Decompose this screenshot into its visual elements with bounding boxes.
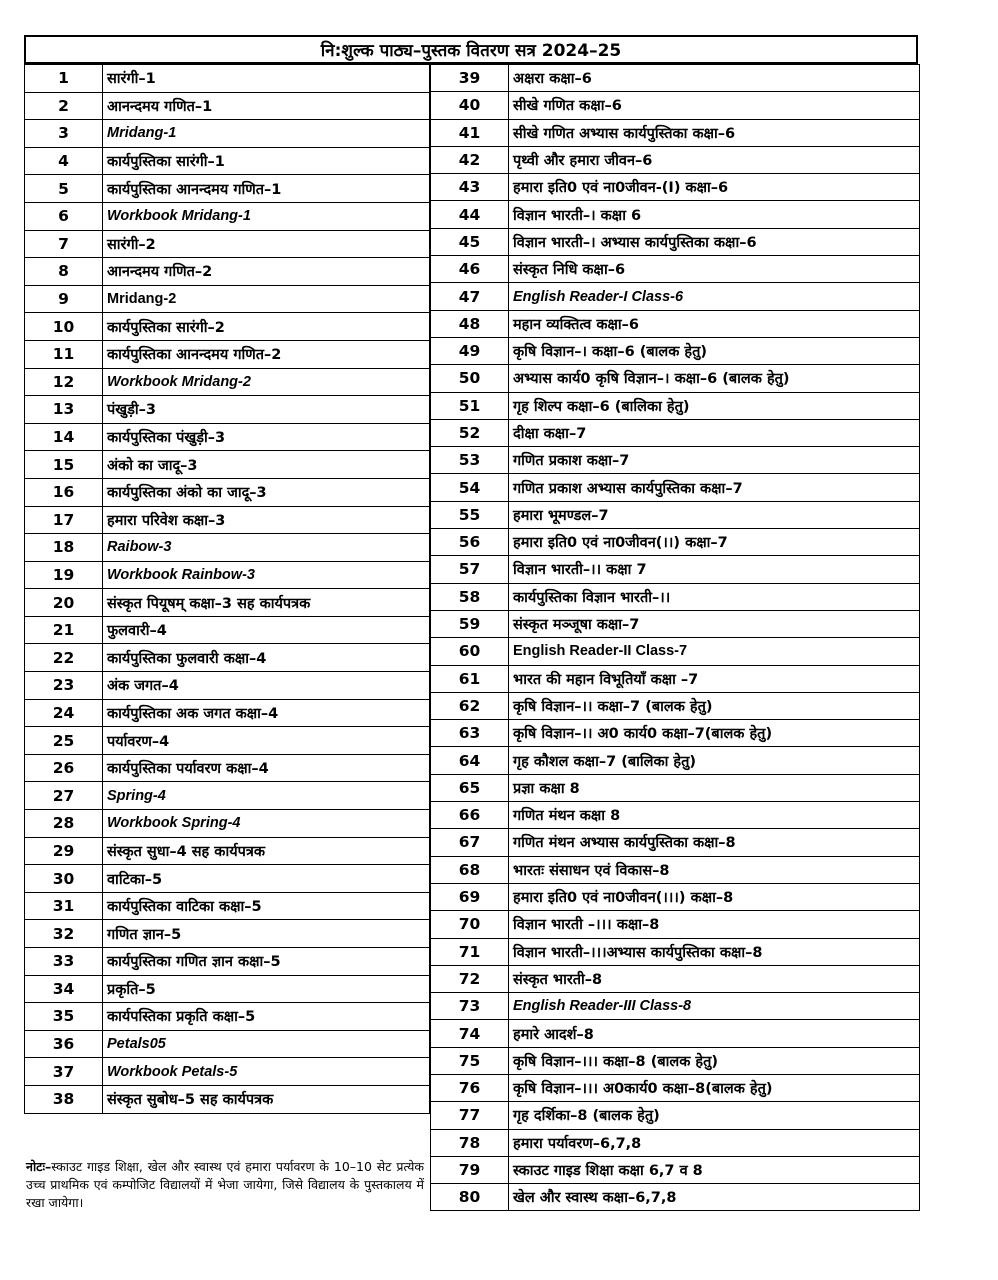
serial-number: 56 [431,529,509,556]
page-title: नि:शुल्क पाठ्य–पुस्तक वितरण सत्र 2024–25 [24,35,918,64]
book-title: गणित प्रकाश अभ्यास कार्यपुस्तिका कक्षा–7 [509,474,920,501]
serial-number: 78 [431,1129,509,1156]
table-row [431,720,920,747]
table-row [431,337,920,364]
book-title: कार्यपुस्तिका फुलवारी कक्षा–4 [103,644,430,672]
book-title: कार्यपुस्तिका पंखुड़ी–3 [103,423,430,451]
table-row [25,423,430,451]
serial-number: 37 [25,1058,103,1086]
book-title: संस्कृत मञ्जूषा कक्षा–7 [509,610,920,637]
table-row [431,1047,920,1074]
book-title: कार्यपुस्तिका गणित ज्ञान कक्षा–5 [103,948,430,976]
book-title: भारत की महान विभूतियाँ कक्षा –7 [509,665,920,692]
serial-number: 28 [25,810,103,838]
table-row [25,175,430,203]
book-title: सारंगी–2 [103,230,430,258]
book-title: कार्यपुस्तिका वाटिका कक्षा–5 [103,892,430,920]
book-title: संस्कृत सुबोध–5 सह कार्यपत्रक [103,1085,430,1113]
table-row [431,529,920,556]
table-row [431,1074,920,1101]
table-row [431,638,920,665]
book-title: हमारा भूमण्डल–7 [509,501,920,528]
table-row [431,1102,920,1129]
book-title: खेल और स्वास्थ कक्षा–6,7,8 [509,1184,920,1211]
book-title: कृषि विज्ञान–।। अ0 कार्य0 कक्षा–7(बालक हेतु) [509,720,920,747]
table-row [431,665,920,692]
book-title: अभ्यास कार्य0 कृषि विज्ञान–। कक्षा–6 (बालक हेतु) [509,365,920,392]
table-row [25,616,430,644]
book-title: महान व्यक्तित्व कक्षा–6 [509,310,920,337]
table-row [431,146,920,173]
table-row [431,365,920,392]
serial-number: 77 [431,1102,509,1129]
serial-number: 27 [25,782,103,810]
table-row [25,1058,430,1086]
note-text: स्काउट गाइड शिक्षा, खेल और स्वास्थ एवं हमारा पर्यावरण के 10–10 सेट प्रत्येक उच्च प्राथमिक एवं कम्पोजिट विद्यालयों में भेजा जायेगा, जिसे विद्यालय के पुस्तकालय में रखा जायेगा। [26,1159,424,1210]
serial-number: 20 [25,589,103,617]
table-row [25,782,430,810]
serial-number: 53 [431,447,509,474]
table-row [25,672,430,700]
serial-number: 79 [431,1156,509,1183]
table-row [431,911,920,938]
book-title: कृषि विज्ञान–।। कक्षा–7 (बालक हेतु) [509,692,920,719]
serial-number: 57 [431,556,509,583]
serial-number: 14 [25,423,103,451]
book-title: सीखे गणित अभ्यास कार्यपुस्तिका कक्षा–6 [509,119,920,146]
table-row [431,583,920,610]
book-title: हमारा परिवेश कक्षा–3 [103,506,430,534]
serial-number: 41 [431,119,509,146]
book-table-left [24,64,430,1114]
serial-number: 47 [431,283,509,310]
book-title: अक्षरा कक्षा–6 [509,65,920,92]
table-row [431,1020,920,1047]
serial-number: 46 [431,256,509,283]
table-row [25,478,430,506]
book-title: पंखुड़ी–3 [103,396,430,424]
serial-number: 34 [25,975,103,1003]
book-title: कार्यपुस्तिका अंको का जादू–3 [103,478,430,506]
table-row [431,256,920,283]
book-title: कार्यपुस्तिका पर्यावरण कक्षा–4 [103,754,430,782]
table-row [25,258,430,286]
serial-number: 80 [431,1184,509,1211]
serial-number: 43 [431,174,509,201]
table-row [431,174,920,201]
book-table-right [430,64,920,1211]
book-title: गृह शिल्प कक्षा–6 (बालिका हेतु) [509,392,920,419]
book-title: विज्ञान भारती–।।।अभ्यास कार्यपुस्तिका कक्षा–8 [509,938,920,965]
table-row [431,310,920,337]
table-row [431,965,920,992]
book-title: हमारा इति0 एवं ना0जीवन-(I) कक्षा–6 [509,174,920,201]
table-row [431,447,920,474]
table-row [431,774,920,801]
table-row [431,1184,920,1211]
serial-number: 68 [431,856,509,883]
table-row [431,938,920,965]
serial-number: 58 [431,583,509,610]
table-row [431,283,920,310]
serial-number: 42 [431,146,509,173]
serial-number: 74 [431,1020,509,1047]
serial-number: 17 [25,506,103,534]
serial-number: 9 [25,285,103,313]
book-title: हमारे आदर्श–8 [509,1020,920,1047]
serial-number: 45 [431,228,509,255]
serial-number: 3 [25,120,103,148]
book-title: Raibow-3 [103,534,430,562]
book-title: गणित ज्ञान–5 [103,920,430,948]
serial-number: 7 [25,230,103,258]
book-title: कार्यपुस्तिका आनन्दमय गणित–1 [103,175,430,203]
serial-number: 67 [431,829,509,856]
table-row [431,856,920,883]
book-title: कार्यपुस्तिका सारंगी–1 [103,147,430,175]
table-row [25,699,430,727]
serial-number: 36 [25,1030,103,1058]
table-row [25,147,430,175]
table-row [431,228,920,255]
table-row [25,1085,430,1113]
table-row [431,883,920,910]
table-row [25,892,430,920]
serial-number: 8 [25,258,103,286]
serial-number: 75 [431,1047,509,1074]
book-title: गणित मंथन अभ्यास कार्यपुस्तिका कक्षा–8 [509,829,920,856]
book-title: सीखे गणित कक्षा–6 [509,92,920,119]
table-row [431,501,920,528]
serial-number: 40 [431,92,509,119]
book-title: English Reader-II Class-7 [509,638,920,665]
book-title: अंक जगत–4 [103,672,430,700]
table-row [431,119,920,146]
book-title: पर्यावरण–4 [103,727,430,755]
serial-number: 23 [25,672,103,700]
book-title: Workbook Mridang-1 [103,202,430,230]
book-title: सारंगी–1 [103,65,430,93]
serial-number: 51 [431,392,509,419]
serial-number: 26 [25,754,103,782]
book-title: संस्कृत पियूषम् कक्षा–3 सह कार्यपत्रक [103,589,430,617]
book-title: Workbook Rainbow-3 [103,561,430,589]
book-title: गृह कौशल कक्षा–7 (बालिका हेतु) [509,747,920,774]
table-row [25,865,430,893]
serial-number: 24 [25,699,103,727]
book-title: प्रकृति–5 [103,975,430,1003]
table-row [25,727,430,755]
table-row [431,610,920,637]
table-row [25,368,430,396]
serial-number: 30 [25,865,103,893]
table-row [25,340,430,368]
serial-number: 50 [431,365,509,392]
book-title: हमारा इति0 एवं ना0जीवन(।।) कक्षा–7 [509,529,920,556]
serial-number: 61 [431,665,509,692]
table-row [25,975,430,1003]
note-paragraph [26,1158,424,1212]
book-title: Petals05 [103,1030,430,1058]
table-row [25,1030,430,1058]
table-row [25,810,430,838]
table-row [25,396,430,424]
table-row [25,1003,430,1031]
table-row [25,754,430,782]
serial-number: 12 [25,368,103,396]
table-row [431,993,920,1020]
table-row [431,556,920,583]
serial-number: 44 [431,201,509,228]
book-title: दीक्षा कक्षा–7 [509,419,920,446]
table-row [25,230,430,258]
table-row [25,561,430,589]
serial-number: 32 [25,920,103,948]
table-row [25,837,430,865]
serial-number: 55 [431,501,509,528]
table-row [25,202,430,230]
book-title: कृषि विज्ञान–। कक्षा–6 (बालक हेतु) [509,337,920,364]
serial-number: 33 [25,948,103,976]
book-title: Mridang-1 [103,120,430,148]
serial-number: 21 [25,616,103,644]
book-title: Workbook Mridang-2 [103,368,430,396]
table-row [25,506,430,534]
serial-number: 64 [431,747,509,774]
table-row [431,1156,920,1183]
table-row [431,392,920,419]
serial-number: 72 [431,965,509,992]
book-title: गणित प्रकाश कक्षा–7 [509,447,920,474]
book-title: आनन्दमय गणित–1 [103,92,430,120]
table-row [431,92,920,119]
book-title: गणित मंथन कक्षा 8 [509,802,920,829]
serial-number: 13 [25,396,103,424]
book-title: पृथ्वी और हमारा जीवन–6 [509,146,920,173]
serial-number: 65 [431,774,509,801]
serial-number: 5 [25,175,103,203]
serial-number: 16 [25,478,103,506]
serial-number: 25 [25,727,103,755]
table-row [25,948,430,976]
table-row [431,802,920,829]
table-row [431,65,920,92]
book-title: विज्ञान भारती–।। कक्षा 7 [509,556,920,583]
book-title: हमारा पर्यावरण–6,7,8 [509,1129,920,1156]
book-title: Workbook Petals-5 [103,1058,430,1086]
note-label: नोटः– [26,1159,52,1174]
serial-number: 1 [25,65,103,93]
book-title: कार्यपुस्तिका विज्ञान भारती–।। [509,583,920,610]
serial-number: 29 [25,837,103,865]
serial-number: 31 [25,892,103,920]
book-title: Workbook Spring-4 [103,810,430,838]
book-title: English Reader-I Class-6 [509,283,920,310]
serial-number: 71 [431,938,509,965]
serial-number: 59 [431,610,509,637]
table-row [431,829,920,856]
table-row [25,120,430,148]
book-title: कार्यपुस्तिका अक जगत कक्षा–4 [103,699,430,727]
book-title: अंको का जादू–3 [103,451,430,479]
serial-number: 11 [25,340,103,368]
book-title: Spring-4 [103,782,430,810]
serial-number: 2 [25,92,103,120]
serial-number: 39 [431,65,509,92]
table-row [25,285,430,313]
serial-number: 73 [431,993,509,1020]
table-row [431,474,920,501]
serial-number: 18 [25,534,103,562]
book-title: फुलवारी–4 [103,616,430,644]
book-title: हमारा इति0 एवं ना0जीवन(।।।) कक्षा–8 [509,883,920,910]
serial-number: 49 [431,337,509,364]
book-title: गृह दर्शिका–8 (बालक हेतु) [509,1102,920,1129]
table-row [431,747,920,774]
serial-number: 62 [431,692,509,719]
serial-number: 19 [25,561,103,589]
serial-number: 70 [431,911,509,938]
serial-number: 35 [25,1003,103,1031]
serial-number: 22 [25,644,103,672]
table-row [431,1129,920,1156]
table-row [25,65,430,93]
serial-number: 4 [25,147,103,175]
table-row [25,313,430,341]
table-row [25,92,430,120]
serial-number: 69 [431,883,509,910]
book-title: वाटिका–5 [103,865,430,893]
book-title: संस्कृत भारती–8 [509,965,920,992]
book-title: कार्यपुस्तिका आनन्दमय गणित–2 [103,340,430,368]
book-title: कार्यपुस्तिका सारंगी–2 [103,313,430,341]
book-title: विज्ञान भारती–। कक्षा 6 [509,201,920,228]
book-title: आनन्दमय गणित–2 [103,258,430,286]
serial-number: 15 [25,451,103,479]
table-row [431,419,920,446]
book-title: प्रज्ञा कक्षा 8 [509,774,920,801]
serial-number: 54 [431,474,509,501]
table-row [25,589,430,617]
table-row [431,201,920,228]
book-title: कृषि विज्ञान–।।। अ0कार्य0 कक्षा–8(बालक हेतु) [509,1074,920,1101]
serial-number: 63 [431,720,509,747]
book-title: विज्ञान भारती–। अभ्यास कार्यपुस्तिका कक्षा–6 [509,228,920,255]
book-title: भारतः संसाधन एवं विकास–8 [509,856,920,883]
table-row [25,920,430,948]
book-title: विज्ञान भारती –।।। कक्षा–8 [509,911,920,938]
table-row [25,451,430,479]
serial-number: 76 [431,1074,509,1101]
book-title: संस्कृत निधि कक्षा–6 [509,256,920,283]
book-title: संस्कृत सुधा–4 सह कार्यपत्रक [103,837,430,865]
serial-number: 66 [431,802,509,829]
book-title: English Reader-III Class-8 [509,993,920,1020]
book-title: स्काउट गाइड शिक्षा कक्षा 6,7 व 8 [509,1156,920,1183]
serial-number: 48 [431,310,509,337]
serial-number: 52 [431,419,509,446]
table-row [431,692,920,719]
serial-number: 10 [25,313,103,341]
book-title: कार्यपस्तिका प्रकृति कक्षा–5 [103,1003,430,1031]
book-title: Mridang-2 [103,285,430,313]
table-row [25,644,430,672]
serial-number: 6 [25,202,103,230]
book-title: कृषि विज्ञान–।।। कक्षा–8 (बालक हेतु) [509,1047,920,1074]
table-row [25,534,430,562]
serial-number: 60 [431,638,509,665]
serial-number: 38 [25,1085,103,1113]
